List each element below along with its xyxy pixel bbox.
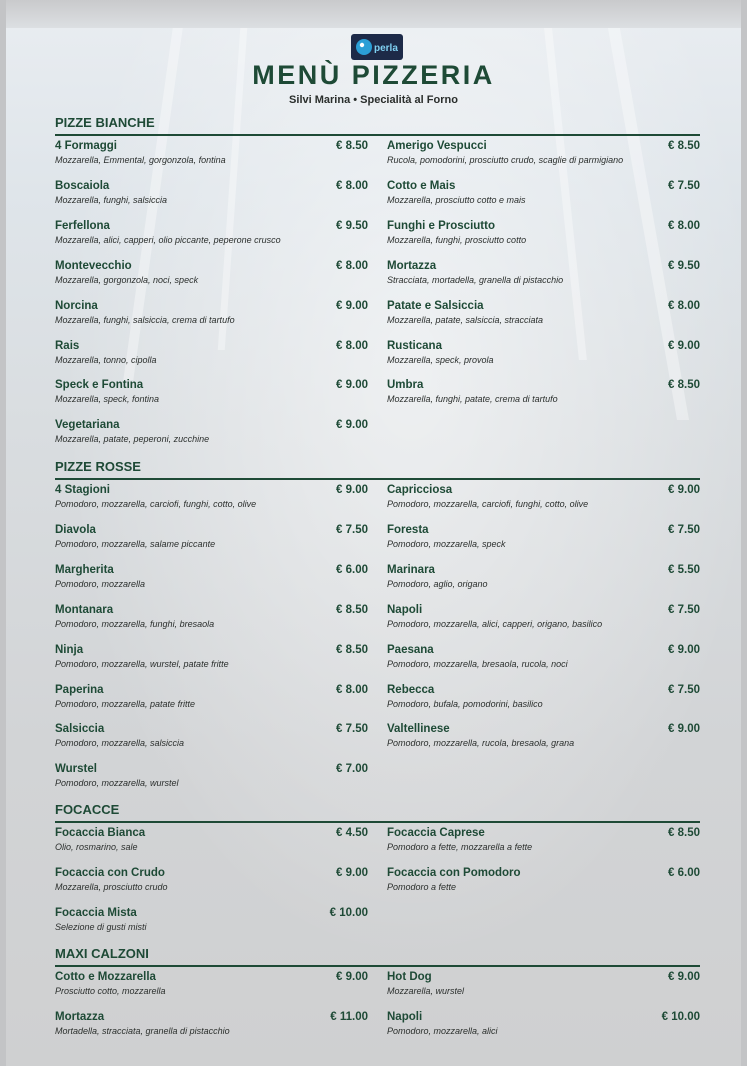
page-subtitle: Silvi Marina • Specialità al Forno — [289, 94, 458, 106]
menu-item — [387, 564, 700, 598]
item-description: Mozzarella, wurstel — [387, 986, 465, 996]
menu-item — [55, 763, 368, 797]
section-title: MAXI CALZONI — [55, 946, 149, 961]
section-divider — [55, 134, 700, 136]
section-divider — [55, 965, 700, 967]
item-price: € 8.00 — [336, 684, 368, 696]
item-description: Mozzarella, Emmental, gorgonzola, fontina — [55, 155, 226, 165]
menu-item — [387, 867, 700, 901]
menu-item — [55, 723, 368, 757]
menu-item — [55, 484, 368, 518]
menu-item — [387, 300, 700, 334]
item-price: € 8.50 — [668, 379, 700, 391]
item-name: Rais — [55, 340, 80, 352]
item-name: Salsiccia — [55, 723, 105, 735]
item-name: Capricciosa — [387, 484, 453, 496]
item-description: Pomodoro, mozzarella, rucola, bresaola, grana — [387, 738, 575, 748]
item-description: Pomodoro, aglio, origano — [387, 579, 488, 589]
menu-item — [387, 1011, 700, 1045]
item-price: € 7.50 — [668, 604, 700, 616]
item-price: € 9.00 — [668, 484, 700, 496]
item-price: € 7.00 — [336, 763, 368, 775]
item-price: € 9.00 — [336, 419, 368, 431]
item-price: € 8.00 — [336, 340, 368, 352]
restaurant-logo — [351, 34, 403, 60]
item-description: Mozzarella, prosciutto cotto e mais — [387, 195, 526, 205]
menu-item — [55, 180, 368, 214]
menu-item — [387, 180, 700, 214]
menu-item — [387, 604, 700, 638]
item-description: Mozzarella, funghi, salsiccia — [55, 195, 168, 205]
menu-item — [55, 379, 368, 413]
item-price: € 9.00 — [336, 971, 368, 983]
item-price: € 6.00 — [668, 867, 700, 879]
item-description: Mozzarella, gorgonzola, noci, speck — [55, 275, 199, 285]
item-name: Montevecchio — [55, 260, 132, 272]
section-divider — [55, 821, 700, 823]
menu-item — [387, 971, 700, 1005]
item-description: Mozzarella, patate, peperoni, zucchine — [55, 434, 210, 444]
item-name: Focaccia Caprese — [387, 827, 485, 839]
item-price: € 8.00 — [668, 300, 700, 312]
item-name: Ferfellona — [55, 220, 110, 232]
item-price: € 5.50 — [668, 564, 700, 576]
menu-item — [55, 340, 368, 374]
menu-item — [55, 564, 368, 598]
item-name: Rebecca — [387, 684, 435, 696]
item-description: Mozzarella, funghi, salsiccia, crema di tartufo — [55, 315, 235, 325]
item-description: Pomodoro, mozzarella, wurstel, patate fritte — [55, 659, 229, 669]
page-title: MENÙ PIZZERIA — [252, 60, 495, 90]
menu-item — [55, 907, 368, 941]
item-price: € 8.00 — [668, 220, 700, 232]
menu-item — [55, 140, 368, 174]
item-description: Pomodoro, mozzarella, patate fritte — [55, 699, 196, 709]
item-price: € 8.50 — [336, 140, 368, 152]
menu-item — [55, 260, 368, 294]
item-name: Valtellinese — [387, 723, 450, 735]
menu-item — [387, 220, 700, 254]
item-name: 4 Formaggi — [55, 140, 117, 152]
section-title: PIZZE BIANCHE — [55, 115, 155, 130]
item-price: € 8.00 — [336, 260, 368, 272]
logo-text: perla — [374, 43, 398, 54]
item-description: Prosciutto cotto, mozzarella — [55, 986, 166, 996]
item-name: Patate e Salsiccia — [387, 300, 484, 312]
item-name: Hot Dog — [387, 971, 432, 983]
item-name: Umbra — [387, 379, 424, 391]
item-description: Olio, rosmarino, sale — [55, 842, 138, 852]
item-name: Diavola — [55, 524, 96, 536]
item-description: Mozzarella, prosciutto crudo — [55, 882, 168, 892]
menu-item — [55, 220, 368, 254]
item-name: Wurstel — [55, 763, 97, 775]
item-price: € 9.00 — [336, 484, 368, 496]
item-price: € 8.50 — [336, 604, 368, 616]
item-price: € 7.50 — [668, 684, 700, 696]
menu-item — [387, 723, 700, 757]
item-price: € 7.50 — [336, 723, 368, 735]
menu-item — [55, 1011, 368, 1045]
section-title: FOCACCE — [55, 802, 120, 817]
item-name: Napoli — [387, 604, 423, 616]
item-name: Focaccia con Pomodoro — [387, 867, 521, 879]
item-price: € 7.50 — [668, 180, 700, 192]
item-description: Pomodoro, mozzarella, alici, capperi, origano, basilico — [387, 619, 603, 629]
item-description: Pomodoro, mozzarella, funghi, bresaola — [55, 619, 215, 629]
item-name: Focaccia Bianca — [55, 827, 146, 839]
item-description: Mozzarella, speck, provola — [387, 355, 494, 365]
item-description: Pomodoro, mozzarella — [55, 579, 146, 589]
item-name: Paperina — [55, 684, 104, 696]
item-name: Montanara — [55, 604, 114, 616]
menu-item — [387, 684, 700, 718]
item-description: Pomodoro a fette — [387, 882, 457, 892]
item-name: Funghi e Prosciutto — [387, 220, 495, 232]
item-description: Pomodoro, mozzarella, wurstel — [55, 778, 179, 788]
section-title: PIZZE ROSSE — [55, 459, 141, 474]
menu-item — [387, 644, 700, 678]
item-price: € 9.50 — [668, 260, 700, 272]
item-description: Rucola, pomodorini, prosciutto crudo, scaglie di parmigiano — [387, 155, 624, 165]
item-description: Mozzarella, patate, salsiccia, stracciata — [387, 315, 544, 325]
item-price: € 9.00 — [336, 379, 368, 391]
item-name: Foresta — [387, 524, 429, 536]
menu-item — [55, 971, 368, 1005]
item-description: Pomodoro, mozzarella, salame piccante — [55, 539, 216, 549]
item-name: Napoli — [387, 1011, 423, 1023]
item-description: Pomodoro, mozzarella, carciofi, funghi, cotto, olive — [55, 499, 257, 509]
item-name: Cotto e Mais — [387, 180, 456, 192]
item-name: Vegetariana — [55, 419, 120, 431]
item-name: Ninja — [55, 644, 84, 656]
menu-item — [55, 300, 368, 334]
item-price: € 10.00 — [329, 907, 368, 919]
item-price: € 8.50 — [668, 827, 700, 839]
section-divider — [55, 478, 700, 480]
item-description: Mozzarella, speck, fontina — [55, 394, 160, 404]
item-name: Focaccia con Crudo — [55, 867, 165, 879]
menu-item — [55, 827, 368, 861]
menu-item — [387, 484, 700, 518]
item-price: € 6.00 — [336, 564, 368, 576]
menu-item — [387, 524, 700, 558]
item-description: Mortadella, stracciata, granella di pistacchio — [55, 1026, 230, 1036]
menu-item — [387, 827, 700, 861]
item-description: Selezione di gusti misti — [55, 922, 147, 932]
menu-item — [55, 684, 368, 718]
menu-item — [387, 379, 700, 413]
item-price: € 7.50 — [336, 524, 368, 536]
item-price: € 9.00 — [668, 723, 700, 735]
item-description: Stracciata, mortadella, granella di pistacchio — [387, 275, 564, 285]
item-price: € 9.00 — [668, 644, 700, 656]
menu-item — [55, 524, 368, 558]
item-price: € 9.00 — [668, 340, 700, 352]
item-name: Cotto e Mozzarella — [55, 971, 156, 983]
item-description: Pomodoro, mozzarella, alici — [387, 1026, 498, 1036]
item-price: € 11.00 — [330, 1011, 368, 1023]
item-name: Boscaiola — [55, 180, 110, 192]
item-description: Mozzarella, tonno, cipolla — [55, 355, 157, 365]
item-price: € 9.50 — [336, 220, 368, 232]
item-name: Paesana — [387, 644, 434, 656]
item-description: Pomodoro, mozzarella, speck — [387, 539, 506, 549]
item-name: Margherita — [55, 564, 114, 576]
menu-item — [387, 140, 700, 174]
item-price: € 8.50 — [668, 140, 700, 152]
item-price: € 10.00 — [661, 1011, 700, 1023]
item-description: Mozzarella, alici, capperi, olio piccante, peperone crusco — [55, 235, 281, 245]
item-price: € 9.00 — [336, 867, 368, 879]
item-description: Pomodoro, mozzarella, salsiccia — [55, 738, 185, 748]
item-price: € 8.00 — [336, 180, 368, 192]
item-description: Pomodoro, mozzarella, bresaola, rucola, noci — [387, 659, 568, 669]
item-name: Speck e Fontina — [55, 379, 144, 391]
item-description: Pomodoro, bufala, pomodorini, basilico — [387, 699, 543, 709]
item-description: Mozzarella, funghi, prosciutto cotto — [387, 235, 527, 245]
menu-item — [55, 644, 368, 678]
item-name: Mortazza — [387, 260, 437, 272]
item-description: Pomodoro, mozzarella, carciofi, funghi, cotto, olive — [387, 499, 589, 509]
item-name: Rusticana — [387, 340, 442, 352]
item-description: Mozzarella, funghi, patate, crema di tartufo — [387, 394, 558, 404]
menu-item — [55, 604, 368, 638]
menu-item — [55, 867, 368, 901]
item-price: € 4.50 — [336, 827, 368, 839]
item-price: € 8.50 — [336, 644, 368, 656]
item-name: Norcina — [55, 300, 98, 312]
menu-item — [387, 260, 700, 294]
menu-item — [55, 419, 368, 453]
item-description: Pomodoro a fette, mozzarella a fette — [387, 842, 533, 852]
item-price: € 7.50 — [668, 524, 700, 536]
item-name: Amerigo Vespucci — [387, 140, 487, 152]
item-price: € 9.00 — [336, 300, 368, 312]
item-name: Marinara — [387, 564, 435, 576]
item-price: € 9.00 — [668, 971, 700, 983]
menu-item — [387, 340, 700, 374]
item-name: Focaccia Mista — [55, 907, 137, 919]
item-name: Mortazza — [55, 1011, 105, 1023]
item-name: 4 Stagioni — [55, 484, 110, 496]
